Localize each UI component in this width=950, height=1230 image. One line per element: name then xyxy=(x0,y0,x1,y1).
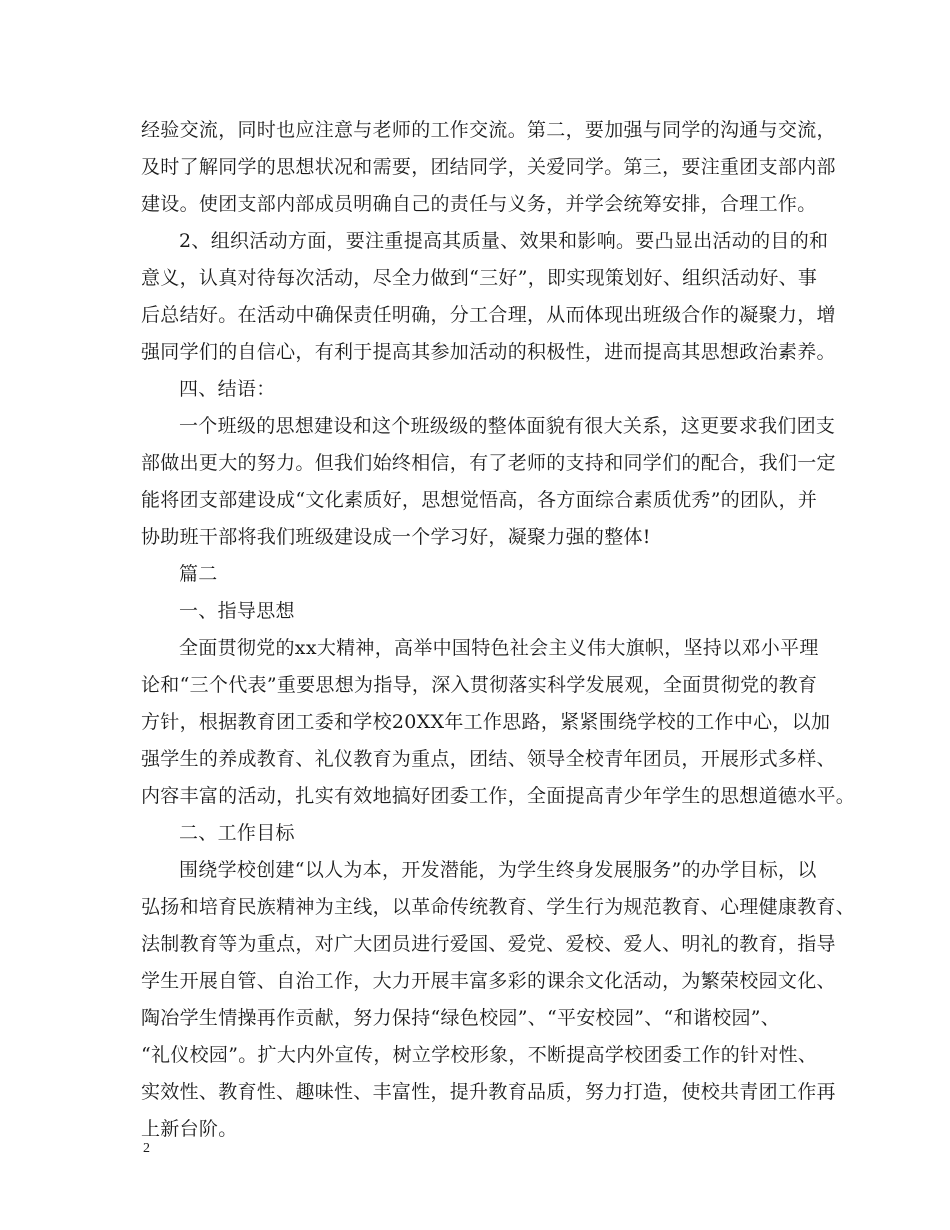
text-line: 意义，认真对待每次活动，尽全力做到“三好”，即实现策划好、组织活动好、事 xyxy=(141,267,818,289)
text-line: 论和“三个代表”重要思想为指导，深入贯彻落实科学发展观，全面贯彻党的教育 xyxy=(141,674,818,696)
text-line: 方针，根据教育团工委和学校20XX年工作思路，紧紧围绕学校的工作中心，以加 xyxy=(141,711,831,733)
text-line: 全面贯彻党的xx大精神，高举中国特色社会主义伟大旗帜，坚持以邓小平理 xyxy=(179,637,819,659)
text-line: 学生开展自管、自治工作，大力开展丰富多彩的课余文化活动，为繁荣校园文化、 xyxy=(141,970,836,992)
section-heading: 四、结语： xyxy=(179,378,276,400)
text-line: 弘扬和培育民族精神为主线，以革命传统教育、学生行为规范教育、心理健康教育、 xyxy=(141,896,856,918)
text-line: 一个班级的思想建设和这个班级级的整体面貌有很大关系，这更要求我们团支 xyxy=(179,415,836,437)
text-line: 后总结好。在活动中确保责任明确，分工合理，从而体现出班级合作的凝聚力，增 xyxy=(141,304,836,326)
text-line: 围绕学校创建“以人为本，开发潜能，为学生终身发展服务”的办学目标，以 xyxy=(179,859,817,881)
text-line: 实效性、教育性、趣味性、丰富性，提升教育品质，努力打造，使校共青团工作再 xyxy=(141,1081,836,1103)
section-heading: 一、指导思想 xyxy=(179,600,295,622)
text-line: 能将团支部建设成“文化素质好，思想觉悟高，各方面综合素质优秀”的团队，并 xyxy=(141,489,818,511)
part-heading: 篇二 xyxy=(179,563,218,585)
text-line: 强学生的养成教育、礼仪教育为重点，团结、领导全校青年团员，开展形式多样、 xyxy=(141,748,836,770)
text-line: 2、组织活动方面，要注重提高其质量、效果和影响。要凸显出活动的目的和 xyxy=(179,230,829,252)
text-line: 部做出更大的努力。但我们始终相信，有了老师的支持和同学们的配合，我们一定 xyxy=(141,452,836,474)
text-line: 强同学们的自信心，有利于提高其参加活动的积极性，进而提高其思想政治素养。 xyxy=(141,341,836,363)
text-line: 建设。使团支部内部成员明确自己的责任与义务，并学会统筹安排，合理工作。 xyxy=(141,193,817,215)
text-line: 上新台阶。 xyxy=(141,1118,238,1140)
text-line: 及时了解同学的思想状况和需要，团结同学，关爱同学。第三，要注重团支部内部 xyxy=(141,156,836,178)
text-line: 陶冶学生情操再作贡献，努力保持“绿色校园”、“平安校园”、“和谐校园”、 xyxy=(141,1007,781,1029)
text-line: 内容丰富的活动，扎实有效地搞好团委工作，全面提高青少年学生的思想道德水平。 xyxy=(141,785,856,807)
section-heading: 二、工作目标 xyxy=(179,822,295,844)
text-line: 协助班干部将我们班级建设成一个学习好，凝聚力强的整体! xyxy=(141,526,651,548)
page-number: 2 xyxy=(143,1141,150,1156)
text-line: 经验交流，同时也应注意与老师的工作交流。第二，要加强与同学的沟通与交流， xyxy=(141,119,836,141)
text-line: 法制教育等为重点，对广大团员进行爱国、爱党、爱校、爱人、明礼的教育，指导 xyxy=(141,933,836,955)
text-line: “礼仪校园”。扩大内外宣传，树立学校形象，不断提高学校团委工作的针对性、 xyxy=(141,1044,818,1066)
